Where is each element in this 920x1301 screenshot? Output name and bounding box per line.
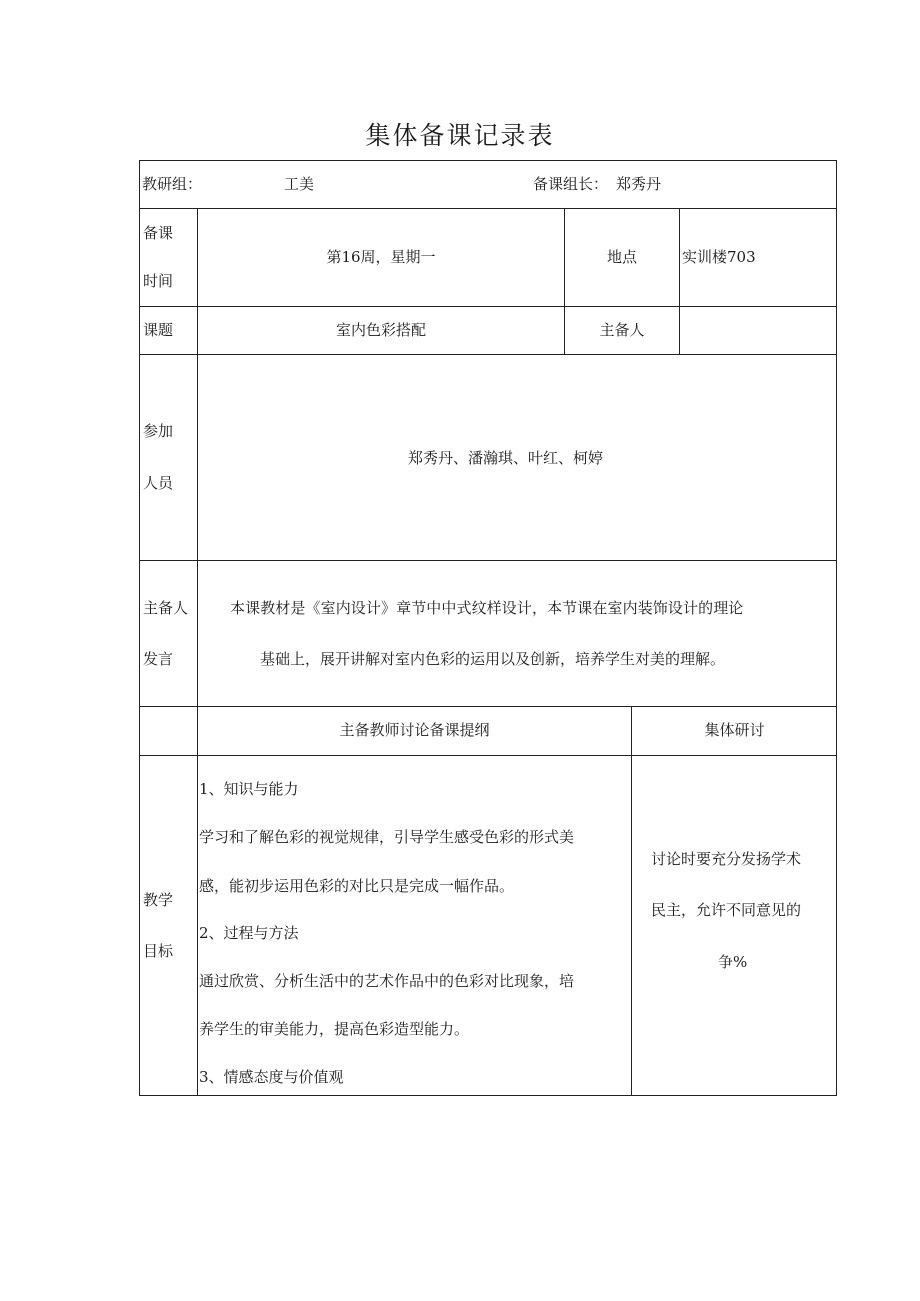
topic-label: 课题 — [143, 321, 174, 339]
discussion-line: 民主，允许不同意见的 — [651, 901, 802, 919]
page-title: 集体备课记录表 — [365, 121, 555, 150]
speech-label: 主备人 — [143, 599, 189, 617]
column-divider — [197, 208, 198, 1096]
group-label: 教研组： — [142, 175, 203, 193]
objectives-label: 目标 — [143, 942, 174, 960]
objective-line: 学习和了解色彩的视觉规律，引导学生感受色彩的形式美 — [199, 828, 575, 846]
leader-label: 备课组长： — [533, 175, 609, 193]
row-divider — [139, 560, 837, 561]
objective-line: 3、情感态度与价值观 — [199, 1068, 344, 1086]
place-label: 地点 — [606, 248, 637, 266]
time-label: 备课 — [143, 224, 174, 242]
leader-value: 郑秀丹 — [616, 175, 662, 193]
time-value: 第16周，星期一 — [326, 248, 436, 266]
objective-line: 感，能初步运用色彩的对比只是完成一幅作品。 — [199, 877, 515, 895]
place-value: 实训楼703 — [682, 248, 756, 266]
row-divider — [139, 306, 837, 307]
group-value: 工美 — [284, 175, 315, 193]
outline-header: 主备教师讨论备课提纲 — [339, 721, 490, 739]
speech-label: 发言 — [143, 650, 174, 668]
row-divider — [139, 208, 837, 209]
time-label: 时间 — [143, 272, 174, 290]
speech-text: 基础上，展开讲解对室内色彩的运用以及创新，培养学生对美的理解。 — [260, 650, 726, 668]
participants-label: 人员 — [143, 474, 174, 492]
column-divider — [679, 208, 680, 354]
objectives-label: 教学 — [143, 891, 174, 909]
objective-line: 1、知识与能力 — [199, 780, 299, 798]
speech-text: 本课教材是《室内设计》章节中中式纹样设计，本节课在室内装饰设计的理论 — [230, 599, 744, 617]
participants-label: 参加 — [143, 422, 174, 440]
topic-value: 室内色彩搭配 — [335, 321, 426, 339]
objective-line: 通过欣赏、分析生活中的艺术作品中的色彩对比现象，培 — [199, 972, 575, 990]
objective-line: 养学生的审美能力，提高色彩造型能力。 — [199, 1020, 470, 1038]
column-divider — [631, 706, 632, 1096]
participants-value: 郑秀丹、潘瀚琪、叶红、柯婷 — [408, 449, 604, 467]
discussion-line: 讨论时要充分发扬学术 — [651, 850, 802, 868]
discussion-header: 集体研讨 — [704, 721, 765, 739]
discussion-line: 争% — [718, 953, 748, 971]
objective-line: 2、过程与方法 — [199, 924, 299, 942]
row-divider — [139, 354, 837, 355]
presenter-label: 主备人 — [599, 321, 645, 339]
row-divider — [139, 755, 837, 756]
row-divider — [139, 706, 837, 707]
